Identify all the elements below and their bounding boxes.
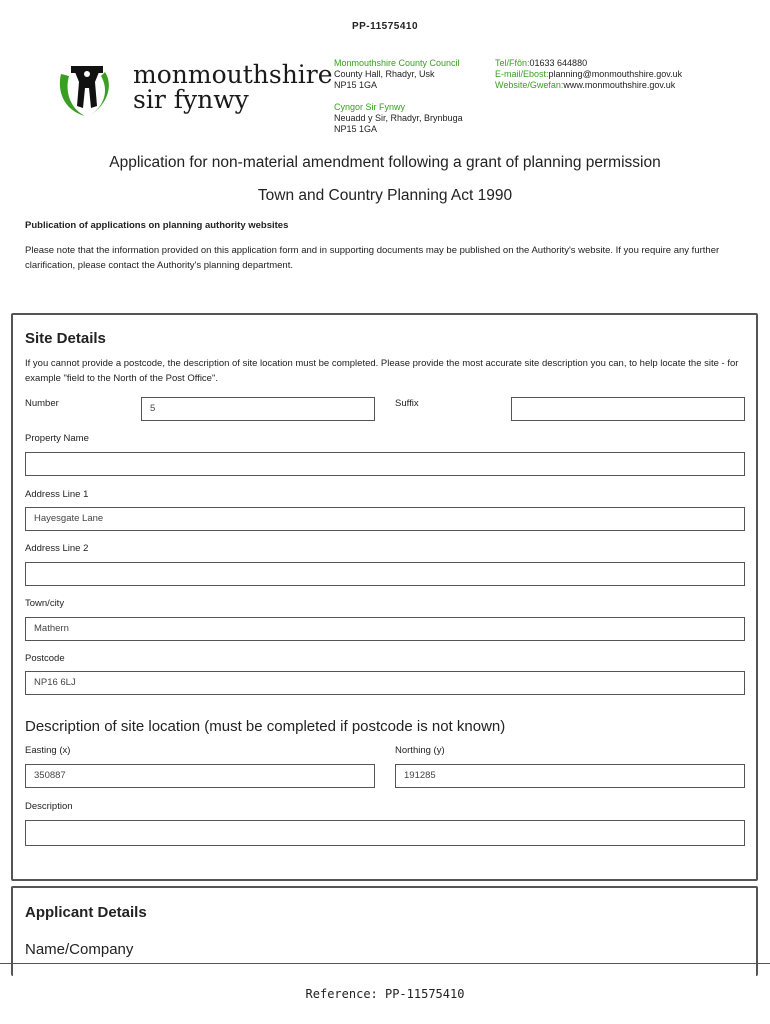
publication-heading: Publication of applications on planning authority websites xyxy=(25,220,289,231)
site-details-heading: Site Details xyxy=(25,330,106,347)
form-title: Application for non-material amendment following a grant of planning permission xyxy=(109,154,661,171)
form-act: Town and Country Planning Act 1990 xyxy=(257,187,513,204)
number-field[interactable]: 5 xyxy=(141,397,375,421)
council-logo xyxy=(55,58,333,122)
contact-en-line2: NP15 1GA xyxy=(334,80,378,90)
property-name-label: Property Name xyxy=(25,433,89,444)
number-label: Number xyxy=(25,398,59,409)
description-field[interactable] xyxy=(25,820,745,846)
northing-label: Northing (y) xyxy=(395,745,445,756)
contact-english xyxy=(334,58,460,91)
address2-field[interactable] xyxy=(25,562,745,586)
suffix-field[interactable] xyxy=(511,397,745,421)
town-field[interactable]: Mathern xyxy=(25,617,745,641)
town-label: Town/city xyxy=(25,598,65,609)
contact-details xyxy=(495,58,682,91)
dragon-logo-icon xyxy=(55,60,119,120)
tel-value: 01633 644880 xyxy=(529,58,588,68)
northing-field[interactable]: 191285 xyxy=(395,764,745,788)
contact-cy-name: Cyngor Sir Fynwy xyxy=(334,102,406,112)
logo-line-2: sir fynwy xyxy=(133,85,249,114)
site-details-help: If you cannot provide a postcode, the description of site location must be completed. Please provide the most accurate site description you can, to help locate the site - for example "field to the North of the Post Office". xyxy=(25,358,739,384)
postcode-field[interactable]: NP16 6LJ xyxy=(25,671,745,695)
contact-en-line1: County Hall, Rhadyr, Usk xyxy=(334,69,435,79)
address1-label: Address Line 1 xyxy=(25,489,89,500)
header-reference: PP-11575410 xyxy=(351,21,419,32)
address1-field[interactable]: Hayesgate Lane xyxy=(25,507,745,531)
email-value: planning@monmouthshire.gov.uk xyxy=(548,69,683,79)
contact-welsh xyxy=(334,102,463,135)
web-label: Website/Gwefan: xyxy=(495,80,564,90)
page-divider xyxy=(0,963,770,964)
easting-field[interactable]: 350887 xyxy=(25,764,375,788)
description-label: Description xyxy=(25,801,73,812)
property-name-field[interactable] xyxy=(25,452,745,476)
postcode-label: Postcode xyxy=(25,653,65,664)
contact-en-name: Monmouthshire County Council xyxy=(334,58,460,68)
email-label: E-mail/Ebost: xyxy=(495,69,549,79)
suffix-label: Suffix xyxy=(395,398,419,409)
contact-cy-line2: NP15 1GA xyxy=(334,124,378,134)
easting-label: Easting (x) xyxy=(25,745,71,756)
web-value: www.monmouthshire.gov.uk xyxy=(563,80,676,90)
site-location-heading: Description of site location (must be completed if postcode is not known) xyxy=(25,718,506,735)
tel-label: Tel/Ffôn: xyxy=(495,58,530,68)
contact-cy-line1: Neuadd y Sir, Rhadyr, Brynbuga xyxy=(334,113,463,123)
applicant-details-heading: Applicant Details xyxy=(25,904,147,921)
publication-text: Please note that the information provided on this application form and in supporting documents may be published on the Authority's website. If you require any further clarification, please contact the Authority's planning department. xyxy=(25,245,720,271)
footer-reference: Reference: PP-11575410 xyxy=(305,987,465,1001)
name-company-heading: Name/Company xyxy=(25,941,134,958)
address2-label: Address Line 2 xyxy=(25,543,89,554)
logo-line-1: monmouthshire xyxy=(133,60,333,89)
